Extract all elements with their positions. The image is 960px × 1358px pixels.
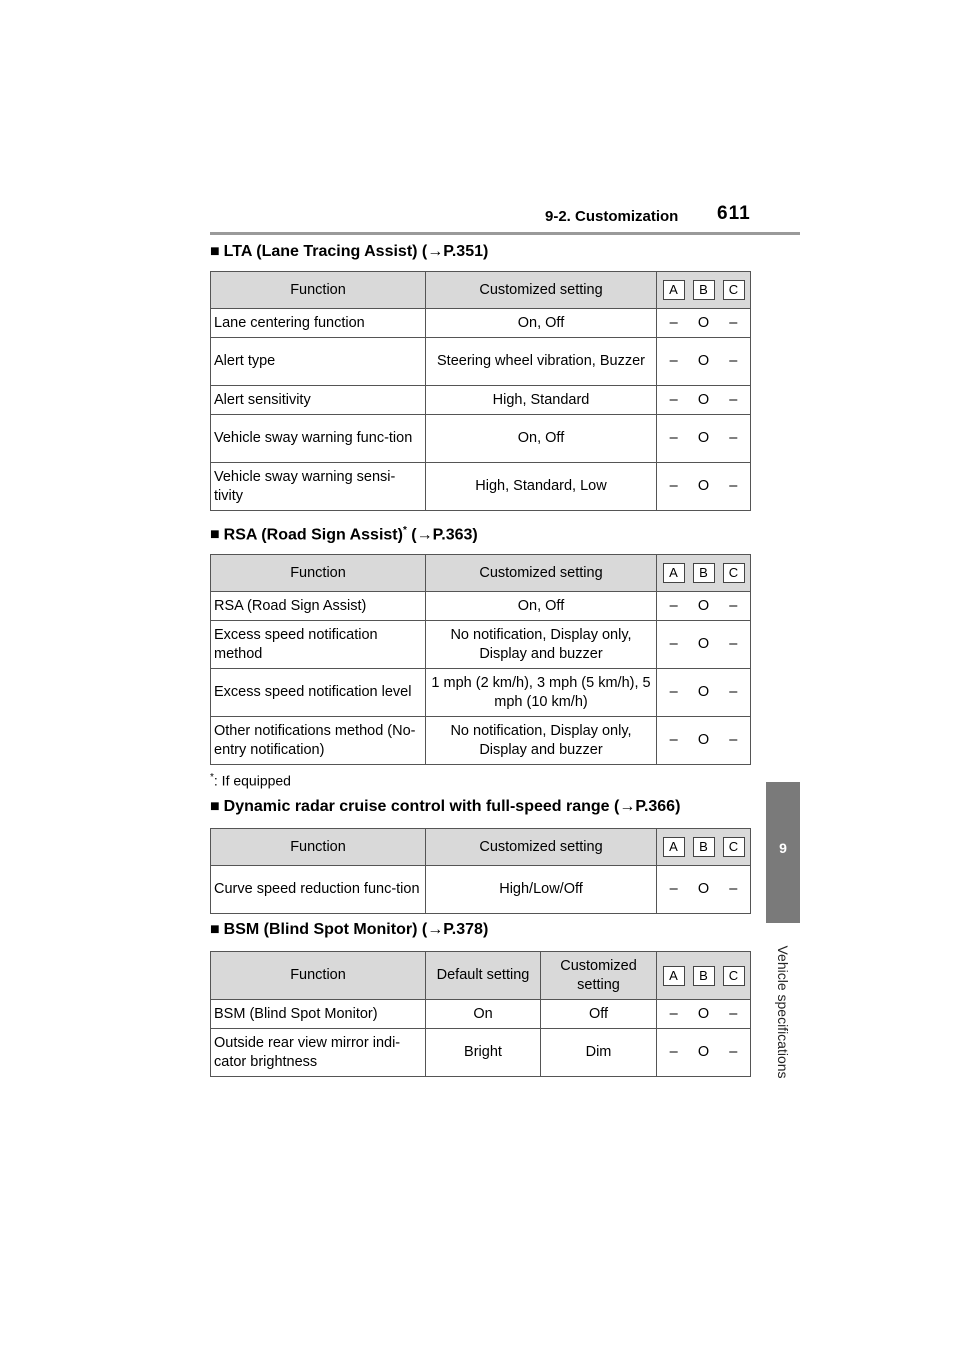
header-function: Function [211,555,426,592]
table-row: Alert type Steering wheel vibration, Buzzer – O – [211,338,751,386]
box-a: A [663,563,685,583]
section-title-lta: ■ LTA (Lane Tracing Assist) (→P.351) [210,243,489,260]
box-a: A [663,837,685,857]
header-function: Function [211,272,426,309]
dynamic-radar-table [210,828,751,914]
table-row: Outside rear view mirror indi-cator brightness Bright Dim – O – [211,1029,751,1077]
section-title-bsm: ■ BSM (Blind Spot Monitor) (→P.378) [210,921,489,938]
table-row: Other notifications method (No-entry notification) No notification, Display only, Display and buzzer – O – [211,717,751,765]
header-customized-setting: Customized setting [426,829,657,866]
table-row: RSA (Road Sign Assist) On, Off – O – [211,592,751,621]
header-function: Function [211,829,426,866]
square-bullet-icon: ■ [210,921,220,938]
box-a: A [663,280,685,300]
abc-values: – O – [657,1029,751,1077]
box-c: C [723,280,745,300]
box-c: C [723,563,745,583]
chapter-tab-label: Vehicle specifications [775,945,791,1079]
arrow-icon: → [427,243,444,260]
box-b: B [693,837,715,857]
abc-values: – O – [657,592,751,621]
box-c: C [723,837,745,857]
footnote: *: If equipped [210,772,291,789]
abc-values: – O – [657,386,751,415]
header-customized-setting: Customized setting [426,272,657,309]
square-bullet-icon: ■ [210,526,220,544]
table-row: BSM (Blind Spot Monitor) On Off – O – [211,1000,751,1029]
table-row: Vehicle sway warning sensi-tivity High, Standard, Low – O – [211,463,751,511]
header-default-setting: Default setting [426,952,541,1000]
table-row: Vehicle sway warning func-tion On, Off – O – [211,415,751,463]
header-customized-setting: Customized setting [426,555,657,592]
page-number: 611 [717,203,751,224]
abc-values: – O – [657,1000,751,1029]
table-row: Excess speed notification level 1 mph (2 km/h), 3 mph (5 km/h), 5 mph (10 km/h) – O – [211,669,751,717]
table-row: Lane centering function On, Off – O – [211,309,751,338]
abc-values: – O – [657,621,751,669]
arrow-icon: → [427,921,444,938]
header-abc [657,952,751,1000]
lta-table [210,271,751,511]
arrow-icon: → [619,798,636,815]
header-customized-setting: Customized setting [541,952,657,1000]
abc-values: – O – [657,309,751,338]
box-c: C [723,966,745,986]
box-b: B [693,563,715,583]
header-rule [210,232,800,235]
box-a: A [663,966,685,986]
header-function: Function [211,952,426,1000]
abc-values: – O – [657,669,751,717]
section-title-dynamic-radar: ■ Dynamic radar cruise control with full-speed range (→P.366) [210,798,681,815]
header-abc [657,272,751,309]
box-b: B [693,966,715,986]
rsa-table [210,554,751,765]
abc-values: – O – [657,463,751,511]
bsm-table [210,951,751,1077]
table-row: Curve speed reduction func-tion High/Low/Off – O – [211,866,751,914]
header-abc [657,829,751,866]
section-header: 9-2. Customization [545,208,679,225]
table-row: Alert sensitivity High, Standard – O – [211,386,751,415]
arrow-icon: → [416,526,433,544]
box-b: B [693,280,715,300]
chapter-tab-number: 9 [779,840,787,856]
abc-values: – O – [657,717,751,765]
abc-values: – O – [657,338,751,386]
abc-values: – O – [657,866,751,914]
square-bullet-icon: ■ [210,798,220,815]
table-row: Excess speed notification method No notification, Display only, Display and buzzer – O – [211,621,751,669]
square-bullet-icon: ■ [210,243,220,260]
header-abc [657,555,751,592]
section-title-rsa: ■ RSA (Road Sign Assist)* (→P.363) [210,525,478,544]
abc-values: – O – [657,415,751,463]
